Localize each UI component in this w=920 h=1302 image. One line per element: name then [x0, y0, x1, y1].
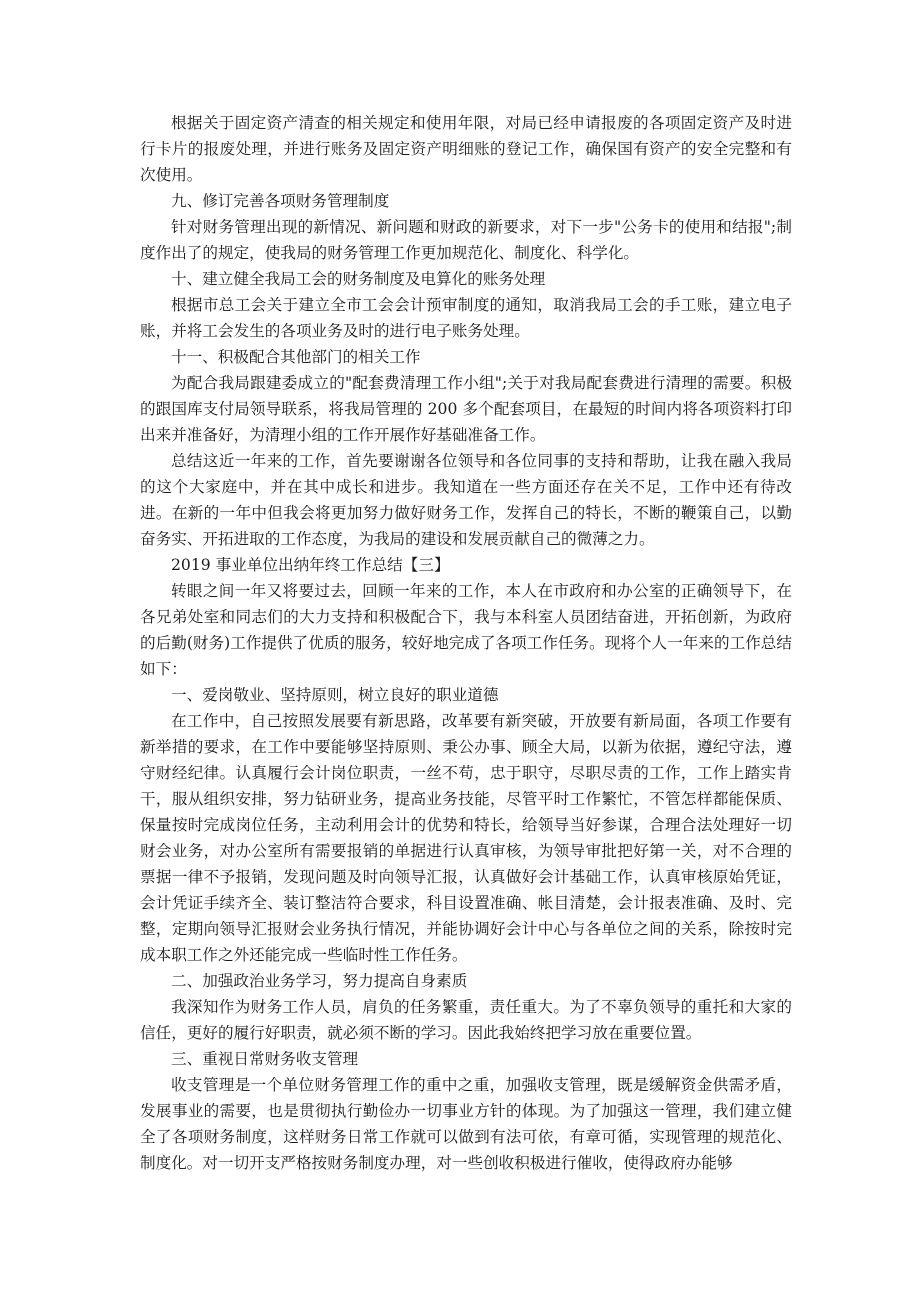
paragraph-section-9: 针对财务管理出现的新情况、新问题和财政的新要求，对下一步"公务卡的使用和结报";制度作出了的规定，使我局的财务管理工作更加规范化、制度化、科学化。: [140, 218, 792, 262]
heading-section-10: 十、建立健全我局工会的财务制度及电算化的账务处理: [171, 270, 546, 288]
heading-part-2: 二、加强政治业务学习，努力提高自身素质: [171, 972, 468, 990]
document-body: [140, 110, 792, 1176]
paragraph-part-3: 收支管理是一个单位财务管理工作的重中之重，加强收支管理，既是缓解资金供需矛盾，发展事业的需要，也是贯彻执行勤俭办一切事业方针的体现。为了加强这一管理，我们建立健全了各项财务制度，这样财务日常工作就可以做到有法可依，有章可循，实现管理的规范化、制度化。对一切开支严格按财务制度办理，对一些创收积极进行催收，使得政府办能够: [140, 1076, 792, 1172]
heading-report-3: 2019 事业单位出纳年终工作总结【三】: [171, 556, 450, 574]
paragraph-section-10: 根据市总工会关于建立全市工会会计预审制度的通知，取消我局工会的手工账，建立电子账，并将工会发生的各项业务及时的进行电子账务处理。: [140, 296, 792, 340]
paragraph-fixed-assets: 根据关于固定资产清查的相关规定和使用年限，对局已经申请报废的各项固定资产及时进行卡片的报废处理，并进行账务及固定资产明细账的登记工作，确保国有资产的安全完整和有次使用。: [140, 114, 792, 184]
paragraph-part-2: 我深知作为财务工作人员，肩负的任务繁重，责任重大。为了不辜负领导的重托和大家的信任，更好的履行好职责，就必须不断的学习。因此我始终把学习放在重要位置。: [140, 998, 792, 1042]
heading-section-11: 十一、积极配合其他部门的相关工作: [171, 348, 421, 366]
heading-part-1: 一、爱岗敬业、坚持原则，树立良好的职业道德: [171, 686, 499, 704]
paragraph-summary: 总结这近一年来的工作，首先要谢谢各位领导和各位同事的支持和帮助，让我在融入我局的这个大家庭中，并在其中成长和进步。我知道在一些方面还存在关不足，工作中还有待改进。在新的一年中但我会将更加努力做好财务工作，发挥自己的特长，不断的鞭策自己，以勤奋务实、开拓进取的工作态度，为我局的建设和发展贡献自己的微薄之力。: [140, 452, 792, 548]
paragraph-part-1: 在工作中，自己按照发展要有新思路，改革要有新突破，开放要有新局面，各项工作要有新举措的要求，在工作中要能够坚持原则、秉公办事、顾全大局，以新为依据，遵纪守法，遵守财经纪律。认真履行会计岗位职责，一丝不苟，忠于职守，尽职尽责的工作，工作上踏实肯干，服从组织安排，努力钻研业务，提高业务技能，尽管平时工作繁忙，不管怎样都能保质、保量按时完成岗位任务，主动利用会计的优势和特长，给领导当好参谋，合理合法处理好一切财会业务，对办公室所有需要报销的单据进行认真审核，为领导审批把好第一关，对不合理的票据一律不予报销，发现问题及时向领导汇报，认真做好会计基础工作，认真审核原始凭证，会计凭证手续齐全、装订整洁符合要求，科目设置准确、帐目清楚，会计报表准确、及时、完整，定期向领导汇报财会业务执行情况，并能协调好会计中心与各单位之间的关系，除按时完成本职工作之外还能完成一些临时性工作任务。: [140, 712, 792, 964]
paragraph-report-3-intro: 转眼之间一年又将要过去，回顾一年来的工作，本人在市政府和办公室的正确领导下，在各兄弟处室和同志们的大力支持和积极配合下，我与本科室人员团结奋进，开拓创新，为政府的后勤(财务)工作提供了优质的服务，较好地完成了各项工作任务。现将个人一年来的工作总结如下：: [140, 582, 792, 678]
paragraph-section-11: 为配合我局跟建委成立的"配套费清理工作小组";关于对我局配套费进行清理的需要。积极的跟国库支付局领导联系，将我局管理的 200 多个配套项目，在最短的时间内将各项资料打印出来并准备好，为清理小组的工作开展作好基础准备工作。: [140, 374, 792, 444]
heading-part-3: 三、重视日常财务收支管理: [171, 1050, 359, 1068]
heading-section-9: 九、修订完善各项财务管理制度: [171, 192, 390, 210]
